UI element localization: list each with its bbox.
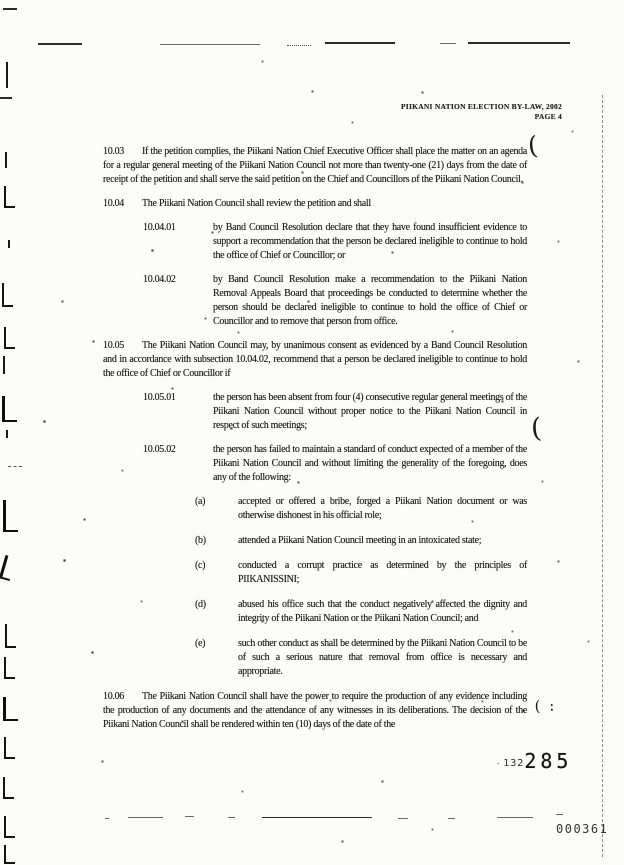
scan-line-artifact xyxy=(228,817,235,818)
section-text: The Piikani Nation Council shall review the petition and shall xyxy=(142,198,371,209)
scan-line-artifact xyxy=(468,42,570,44)
binding-mark-artifact xyxy=(3,356,5,374)
subsection-text: by Band Council Resolution make a recommendation to the Piikani Nation Removal Appeals Board that proceedings be conducted to determine whether the person should be declared ineligible to continue to hold the office of Chief or Councillor and to remove that person from office. xyxy=(213,274,527,327)
binding-mark-artifact xyxy=(4,737,15,759)
scan-line-artifact xyxy=(440,43,456,44)
binding-mark-artifact xyxy=(5,152,7,168)
binding-mark-artifact xyxy=(6,430,8,438)
scan-line-artifact xyxy=(398,818,408,819)
scan-line-artifact xyxy=(497,817,533,818)
section-paragraph xyxy=(103,145,527,187)
binding-mark-artifact xyxy=(0,97,12,99)
clause-item xyxy=(103,559,527,587)
subsection-paragraph xyxy=(103,443,527,485)
section-number: 10.04 xyxy=(103,198,125,209)
section-text: If the petition complies, the Piikani Nation Chief Executive Officer shall place the matter on an agenda for a regular general meeting of the Piikani Nation Council not more than twenty-one (21) days from the date of receipt of the petition and shall serve the said petition on the Chief and Councillors of the Piikani Nation Council. xyxy=(103,146,527,185)
section-number: 10.06 xyxy=(103,691,125,702)
right-edge-dashed-line-artifact xyxy=(602,95,603,857)
binding-mark-artifact xyxy=(4,657,15,679)
scan-line-artifact xyxy=(105,818,109,819)
scan-line-artifact xyxy=(160,44,260,45)
scan-line-artifact xyxy=(262,817,372,818)
subsection-paragraph xyxy=(103,221,527,263)
stamp-number-large: 285 xyxy=(524,749,573,773)
binding-mark-artifact xyxy=(4,845,15,864)
scan-line-artifact xyxy=(185,816,194,817)
binding-mark-artifact xyxy=(8,466,22,467)
subsection-number: 10.04.02 xyxy=(143,274,176,285)
section-text: The Piikani Nation Council may, by unanimous consent as evidenced by a Band Council Resolution and in accordance with subsection 10.04.02, recommend that a person be declared ineligible to continue to hold the office of Chief or Councillor if xyxy=(103,340,527,379)
clause-text: attended a Piikani Nation Council meeting in an intoxicated state; xyxy=(238,535,482,546)
binding-mark-artifact xyxy=(8,240,10,248)
subsection-number: 10.04.01 xyxy=(143,222,176,233)
binding-mark-artifact xyxy=(3,8,17,10)
clause-text: accepted or offered a bribe, forged a Piikani Nation document or was otherwise dishonest in his official role; xyxy=(238,496,527,521)
bates-number: 000361 xyxy=(556,822,609,836)
stamp-number-small: 132 xyxy=(503,758,525,769)
section-paragraph xyxy=(103,690,527,732)
pen-mark-annotation: . ( : xyxy=(520,696,557,716)
pen-mark-annotation: ( xyxy=(529,412,543,445)
clause-text: conducted a corrupt practice as determined by the principles of PIIKANISSINI; xyxy=(238,560,527,585)
binding-mark-artifact xyxy=(5,624,16,648)
binding-mark-artifact xyxy=(4,816,15,838)
document-body xyxy=(103,145,527,742)
scan-line-artifact xyxy=(287,45,311,46)
binding-mark-artifact xyxy=(6,62,8,88)
stamp-dot: . xyxy=(497,756,500,766)
binding-mark-artifact xyxy=(2,283,13,307)
clause-letter: (a) xyxy=(195,496,206,507)
scan-line-artifact xyxy=(38,43,82,45)
section-number: 10.03 xyxy=(103,146,125,157)
clause-letter: (e) xyxy=(195,638,206,649)
page-stamp xyxy=(497,749,572,773)
clause-text: such other conduct as shall be determined by the Piikani Nation Council to be of such a serious nature that removal from office is necessary and appropriate. xyxy=(238,638,527,677)
clause-item xyxy=(103,534,527,548)
binding-mark-artifact xyxy=(3,697,18,721)
section-text: The Piikani Nation Council shall have the power to require the production of any evidence including the production of any documents and the attendance of any witnesses in its deliberations. The decision of the Piikani Nation Council shall be rendered within ten (10) days of the date of the xyxy=(103,691,527,730)
clause-item xyxy=(103,637,527,679)
subsection-text: by Band Council Resolution declare that they have found insufficient evidence to support a recommendation that the person be declared ineligible to continue to hold the office of Chief or Councillor; or xyxy=(213,222,527,261)
section-paragraph xyxy=(103,197,527,211)
binding-mark-artifact xyxy=(4,327,15,349)
subsection-text: the person has been absent from four (4) consecutive regular general meetings of the Piikani Nation Council without proper notice to the Piikani Nation Council in respect of such meetings; xyxy=(213,392,527,431)
clause-text: abused his office such that the conduct negatively affected the dignity and integrity of the Piikani Nation or the Piikani Nation Council; and xyxy=(238,599,527,624)
subsection-text: the person has failed to maintain a standard of conduct expected of a member of the Piikani Nation Council and without limiting the generality of the foregoing, does any of the following: xyxy=(213,444,527,483)
scan-line-artifact xyxy=(448,818,455,819)
scan-line-artifact xyxy=(128,817,163,818)
section-paragraph xyxy=(103,339,527,381)
page-header xyxy=(401,102,562,122)
clause-letter: (b) xyxy=(195,535,206,546)
speckle-noise-artifact xyxy=(0,0,1,1)
pen-mark-annotation: ( xyxy=(526,130,540,161)
binding-mark-artifact xyxy=(3,777,14,799)
clause-letter: (d) xyxy=(195,599,206,610)
section-number: 10.05 xyxy=(103,340,125,351)
binding-mark-artifact xyxy=(3,500,18,532)
header-page-number: PAGE 4 xyxy=(534,112,562,121)
subsection-number: 10.05.02 xyxy=(143,444,176,455)
binding-mark-artifact xyxy=(4,186,15,208)
clause-letter: (c) xyxy=(195,560,206,571)
binding-mark-artifact xyxy=(0,555,16,581)
clause-item xyxy=(103,598,527,626)
subsection-number: 10.05.01 xyxy=(143,392,176,403)
header-title: PIIKANI NATION ELECTION BY-LAW, 2002 xyxy=(400,102,562,111)
scan-line-artifact xyxy=(556,814,563,815)
clause-item xyxy=(103,495,527,523)
binding-mark-artifact xyxy=(2,396,17,422)
subsection-paragraph xyxy=(103,273,527,329)
scan-line-artifact xyxy=(325,42,395,44)
subsection-paragraph xyxy=(103,391,527,433)
